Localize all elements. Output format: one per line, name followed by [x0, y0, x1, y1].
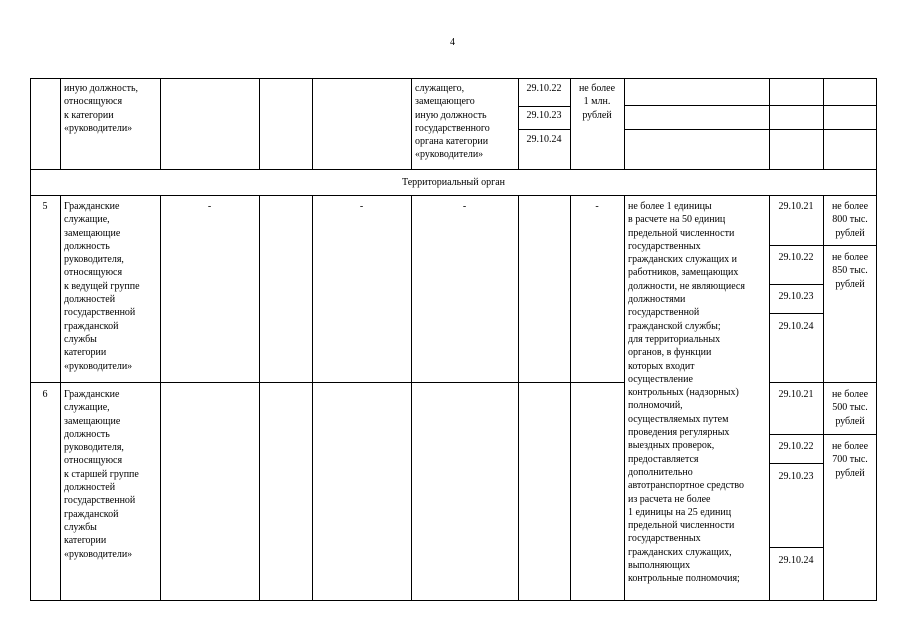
row-top-date-2: 29.10.23 [526, 110, 562, 121]
rule-r5-d2 [769, 284, 823, 285]
row-top-position-text: иную должность, относящуюся к категории «руководители» [64, 83, 138, 134]
rule-c2 [160, 78, 161, 170]
rule-c3-b [259, 195, 260, 601]
row-top-date-3: 29.10.24 [526, 134, 562, 145]
row5-date-1: 29.10.21 [778, 201, 814, 212]
section-title: Территориальный орган [402, 177, 505, 188]
row6-limit-1: не более 500 тыс. рублей [831, 389, 869, 427]
row5-number: 5 [42, 201, 48, 212]
rule-c8 [624, 78, 625, 170]
row-top-limit: не более 1 млн. рублей [578, 83, 616, 121]
rule-r1-sub1 [624, 105, 877, 106]
rule-r1-bottom [30, 169, 877, 170]
rule-c6-b [518, 195, 519, 601]
row6-number: 6 [42, 389, 48, 400]
row5-dash-3: - [462, 201, 467, 212]
rule-r1-d1 [518, 106, 570, 107]
row5-date-3: 29.10.23 [778, 291, 814, 302]
rule-c5 [411, 78, 412, 170]
rule-c8-b [624, 195, 625, 601]
row-top-equivalent-text: служащего, замещающего иную должность государственного органа категории «руководители» [415, 83, 490, 161]
row6-position-text: Гражданские служащие, замещающие должность руководителя, относящуюся к старшей группе должностей государственной гражданской службы категории «руководители» [64, 389, 139, 560]
row5-dash-2: - [359, 201, 364, 212]
rule-bottom [30, 600, 877, 601]
rule-r5-bottom-a [30, 382, 624, 383]
row6-date-4: 29.10.24 [778, 555, 814, 566]
rule-c10 [823, 78, 824, 170]
rule-c5-b [411, 195, 412, 601]
rule-c2-b [160, 195, 161, 601]
rule-section-bottom [30, 195, 877, 196]
row6-date-1: 29.10.21 [778, 389, 814, 400]
rule-r1-sub2 [624, 129, 877, 130]
row5-date-4: 29.10.24 [778, 321, 814, 332]
rule-c9 [769, 78, 770, 170]
row6-limit-2: не более 700 тыс. рублей [831, 441, 869, 479]
row5-dash-4: - [595, 201, 599, 212]
row6-date-2: 29.10.22 [778, 441, 814, 452]
row5-date-2: 29.10.22 [778, 252, 814, 263]
row-top-date-1: 29.10.22 [526, 83, 562, 94]
row6-date-3: 29.10.23 [778, 471, 814, 482]
rule-c1-b [60, 195, 61, 601]
rule-r1-d2 [518, 129, 570, 130]
rule-r6-d3 [769, 547, 823, 548]
rule-c4-b [312, 195, 313, 601]
row5-limit-2: не более 850 тыс. рублей [831, 252, 869, 290]
rule-r5-d3 [769, 313, 823, 314]
rule-c4 [312, 78, 313, 170]
rule-r6-d2 [769, 463, 823, 464]
rule-left [30, 78, 31, 601]
row5-limit-1: не более 800 тыс. рублей [831, 201, 869, 239]
norm-text: не более 1 единицы в расчете на 50 единиц предельной численности государственных гражданских служащих и работников, замещающих должности, не являющиеся должностями государственной гражданской службы; для территориальных органов, в функции которых входит осуществление контрольных (надзорных) полномочий, осуществляемых путем проведения регулярных выездных проверок, предоставляется дополнительно автотранспортное средство из расчета не более 1 единицы на 25 единиц предельной численности государственных гражданских служащих, выполняющих контрольные полномочия; [628, 201, 745, 585]
rule-top [30, 78, 877, 79]
rule-c7-b [570, 195, 571, 601]
row5-position-text: Гражданские служащие, замещающие должность руководителя, относящуюся к ведущей группе должностей государственной гражданской службы категории «руководители» [64, 201, 140, 372]
rule-c3 [259, 78, 260, 170]
page-number: 4 [450, 37, 455, 48]
rule-c1 [60, 78, 61, 170]
row5-dash-1: - [207, 201, 212, 212]
rule-right [876, 78, 877, 601]
